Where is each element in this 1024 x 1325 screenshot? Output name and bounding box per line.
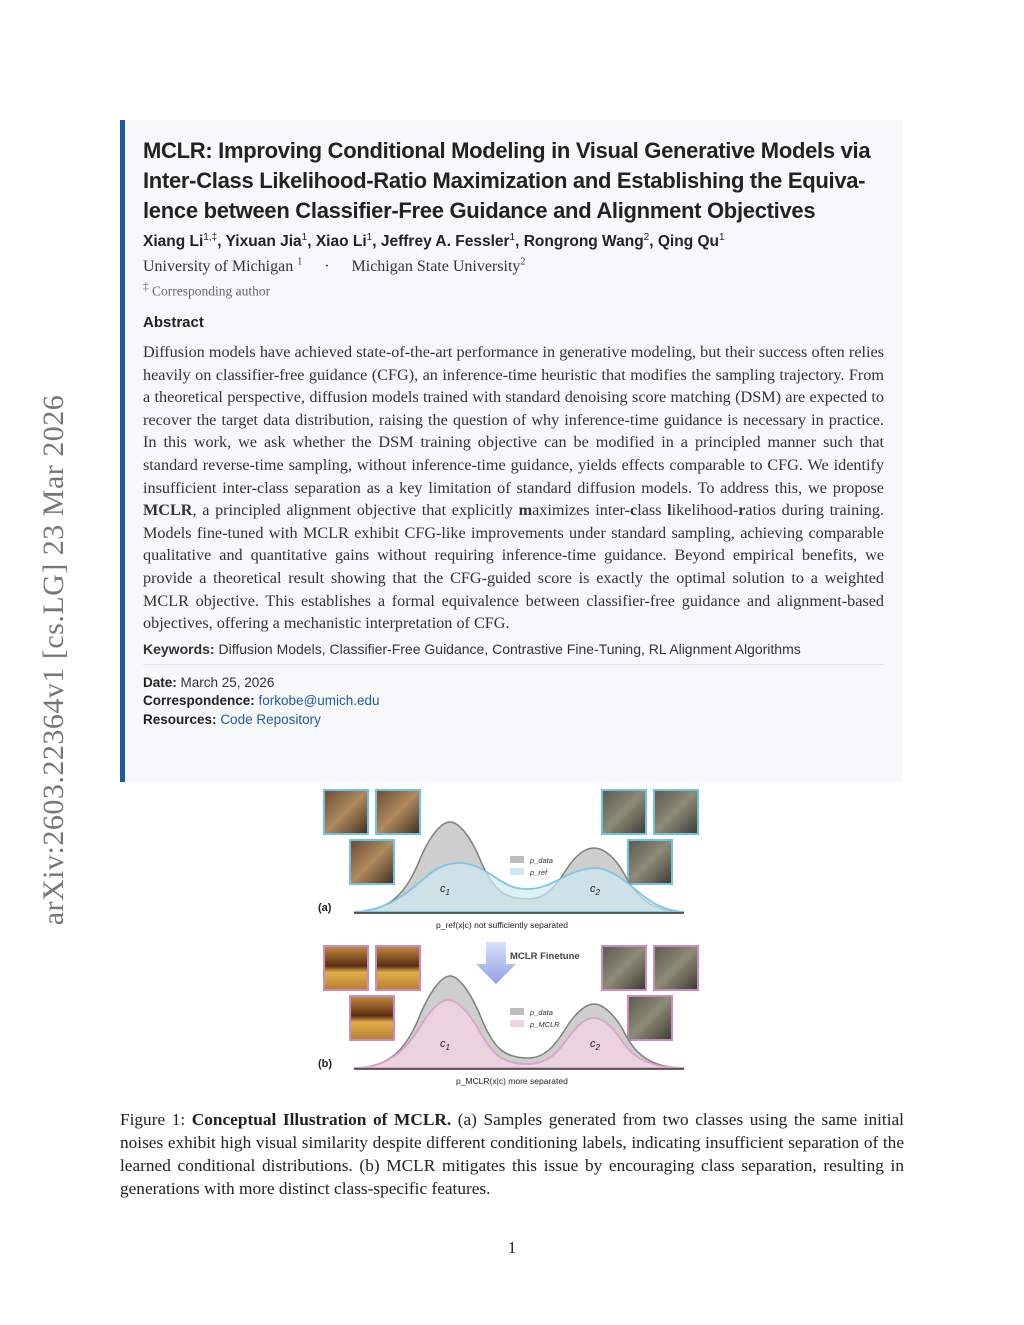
arxiv-identifier: arXiv:2603.22364v1 [cs.LG] 23 Mar 2026 — [37, 394, 70, 926]
author: Xiang $Li^{1,\ddagger}$, — [143, 232, 226, 251]
author: Jeffrey A. Fessler$^1$, — [380, 232, 524, 251]
panel-a-label: (a) — [318, 902, 332, 914]
svg-text:MCLR Finetune: MCLR Finetune — [510, 951, 580, 962]
correspondence-line: Correspondence: forkobe@umich.edu — [143, 693, 380, 709]
author: Yixuan Jia$^1$, — [225, 232, 316, 251]
figure-1 — [310, 786, 710, 1092]
paper-title: MCLR: Improving Conditional Modeling in Visual Generative Models via Inter-Class Likelihood-Ratio Maximization and Establishing the Equiva-lence between Classifier-Free Guidance and Alignment Objectives — [143, 138, 871, 223]
panel-b-legend — [510, 1008, 560, 1029]
affiliation-separator: · — [324, 258, 330, 276]
panel-b-class1-samples — [324, 946, 420, 1040]
panel-b-class1-label: $c_1$ — [440, 1038, 450, 1052]
figure-1-illustration — [310, 786, 710, 1092]
figure-caption: Figure 1: Conceptual Illustration of MCLR. (a) Samples generated from two classes using the same initial noises exhibit high visual similarity despite different conditioning labels, indicating insufficient separation of the learned conditional distributions. (b) MCLR mitigates this issue by encouraging class separation, resulting in generations with more distinct class-specific features. — [120, 1110, 904, 1198]
abstract-panel — [120, 120, 902, 782]
page-number: 1 — [507, 1238, 517, 1257]
resources-line: Resources: Code Repository — [143, 711, 321, 727]
author: Rongrong Wang$^2$, — [523, 232, 658, 251]
abstract-heading: Abstract — [143, 313, 204, 331]
abstract-text: Diffusion models have achieved state-of-the-art performance in generative modeling, but their success often relies heavily on classifier-free guidance (CFG), an inference-time heuristic that modifies the sampling trajectory. From a theoretical perspective, diffusion models trained with standard denoising score matching (DSM) are expected to recover the target data distribution, raising the question of why inference-time guidance is necessary in practice. In this work, we ask whether the DSM training objective can be modified in a principled manner such that standard reverse-time sampling, without inference-time guidance, yields effects comparable to CFG. We identify insufficient inter-class separation as a key limitation of standard diffusion models. To address this, we propose MCLR, a principled alignment objective that explicitly maximizes inter-class likelihood-ratios during training. Models fine-tuned with MCLR exhibit CFG-like improvements under standard sampling, achieving comparable qualitative and quantitative gains without requiring inference-time guidance. Beyond empirical benefits, we provide a theoretical result showing that the CFG-guided score is exactly the optimal solution to a weighted MCLR objective. This establishes a formal equivalence between classifier-free guidance and alignment-based objectives, offering a mechanistic interpretation of CFG. — [143, 342, 885, 633]
svg-text:p_MCLR: p_MCLR — [530, 1020, 560, 1029]
date-line: Date: March 25, 2026 — [143, 674, 275, 690]
affiliation: University of Michigan $^1$ — [143, 257, 303, 276]
svg-text:p_data: p_data — [530, 1008, 553, 1017]
keywords: Keywords: Diffusion Models, Classifier-Free Guidance, Contrastive Fine-Tuning, RL Alignment Algorithms — [143, 641, 884, 665]
code-repository-link[interactable]: Code Repository — [220, 711, 321, 727]
panel-b-label: (b) — [318, 1058, 333, 1070]
author: Qing Qu$^1$ — [657, 232, 725, 251]
affiliations — [143, 257, 884, 276]
author: Xiao Li$^1$, — [315, 232, 381, 251]
panel-a-class1-label: $c_1$ — [440, 883, 450, 897]
panel-a-caption: p_ref(x|c) not sufficiently separated — [436, 920, 568, 930]
correspondence-email-link[interactable]: forkobe@umich.edu — [258, 693, 380, 709]
affiliation: Michigan State University$^2$ — [351, 257, 526, 276]
svg-text:p_ref: p_ref — [530, 868, 548, 877]
panel-b-caption: p_MCLR(x|c) more separated — [456, 1076, 568, 1086]
paper-metadata — [143, 674, 884, 730]
svg-text:p_data: p_data — [530, 856, 553, 865]
corresponding-note: ‡ Corresponding author — [143, 281, 271, 299]
mclr-finetune-arrow — [476, 942, 580, 984]
panel-a-class2-label: $c_2$ — [590, 883, 600, 897]
panel-a-class1-samples — [324, 790, 420, 884]
author-list — [143, 232, 884, 251]
panel-a-legend — [510, 856, 553, 877]
panel-b-class2-label: $c_2$ — [590, 1038, 600, 1052]
